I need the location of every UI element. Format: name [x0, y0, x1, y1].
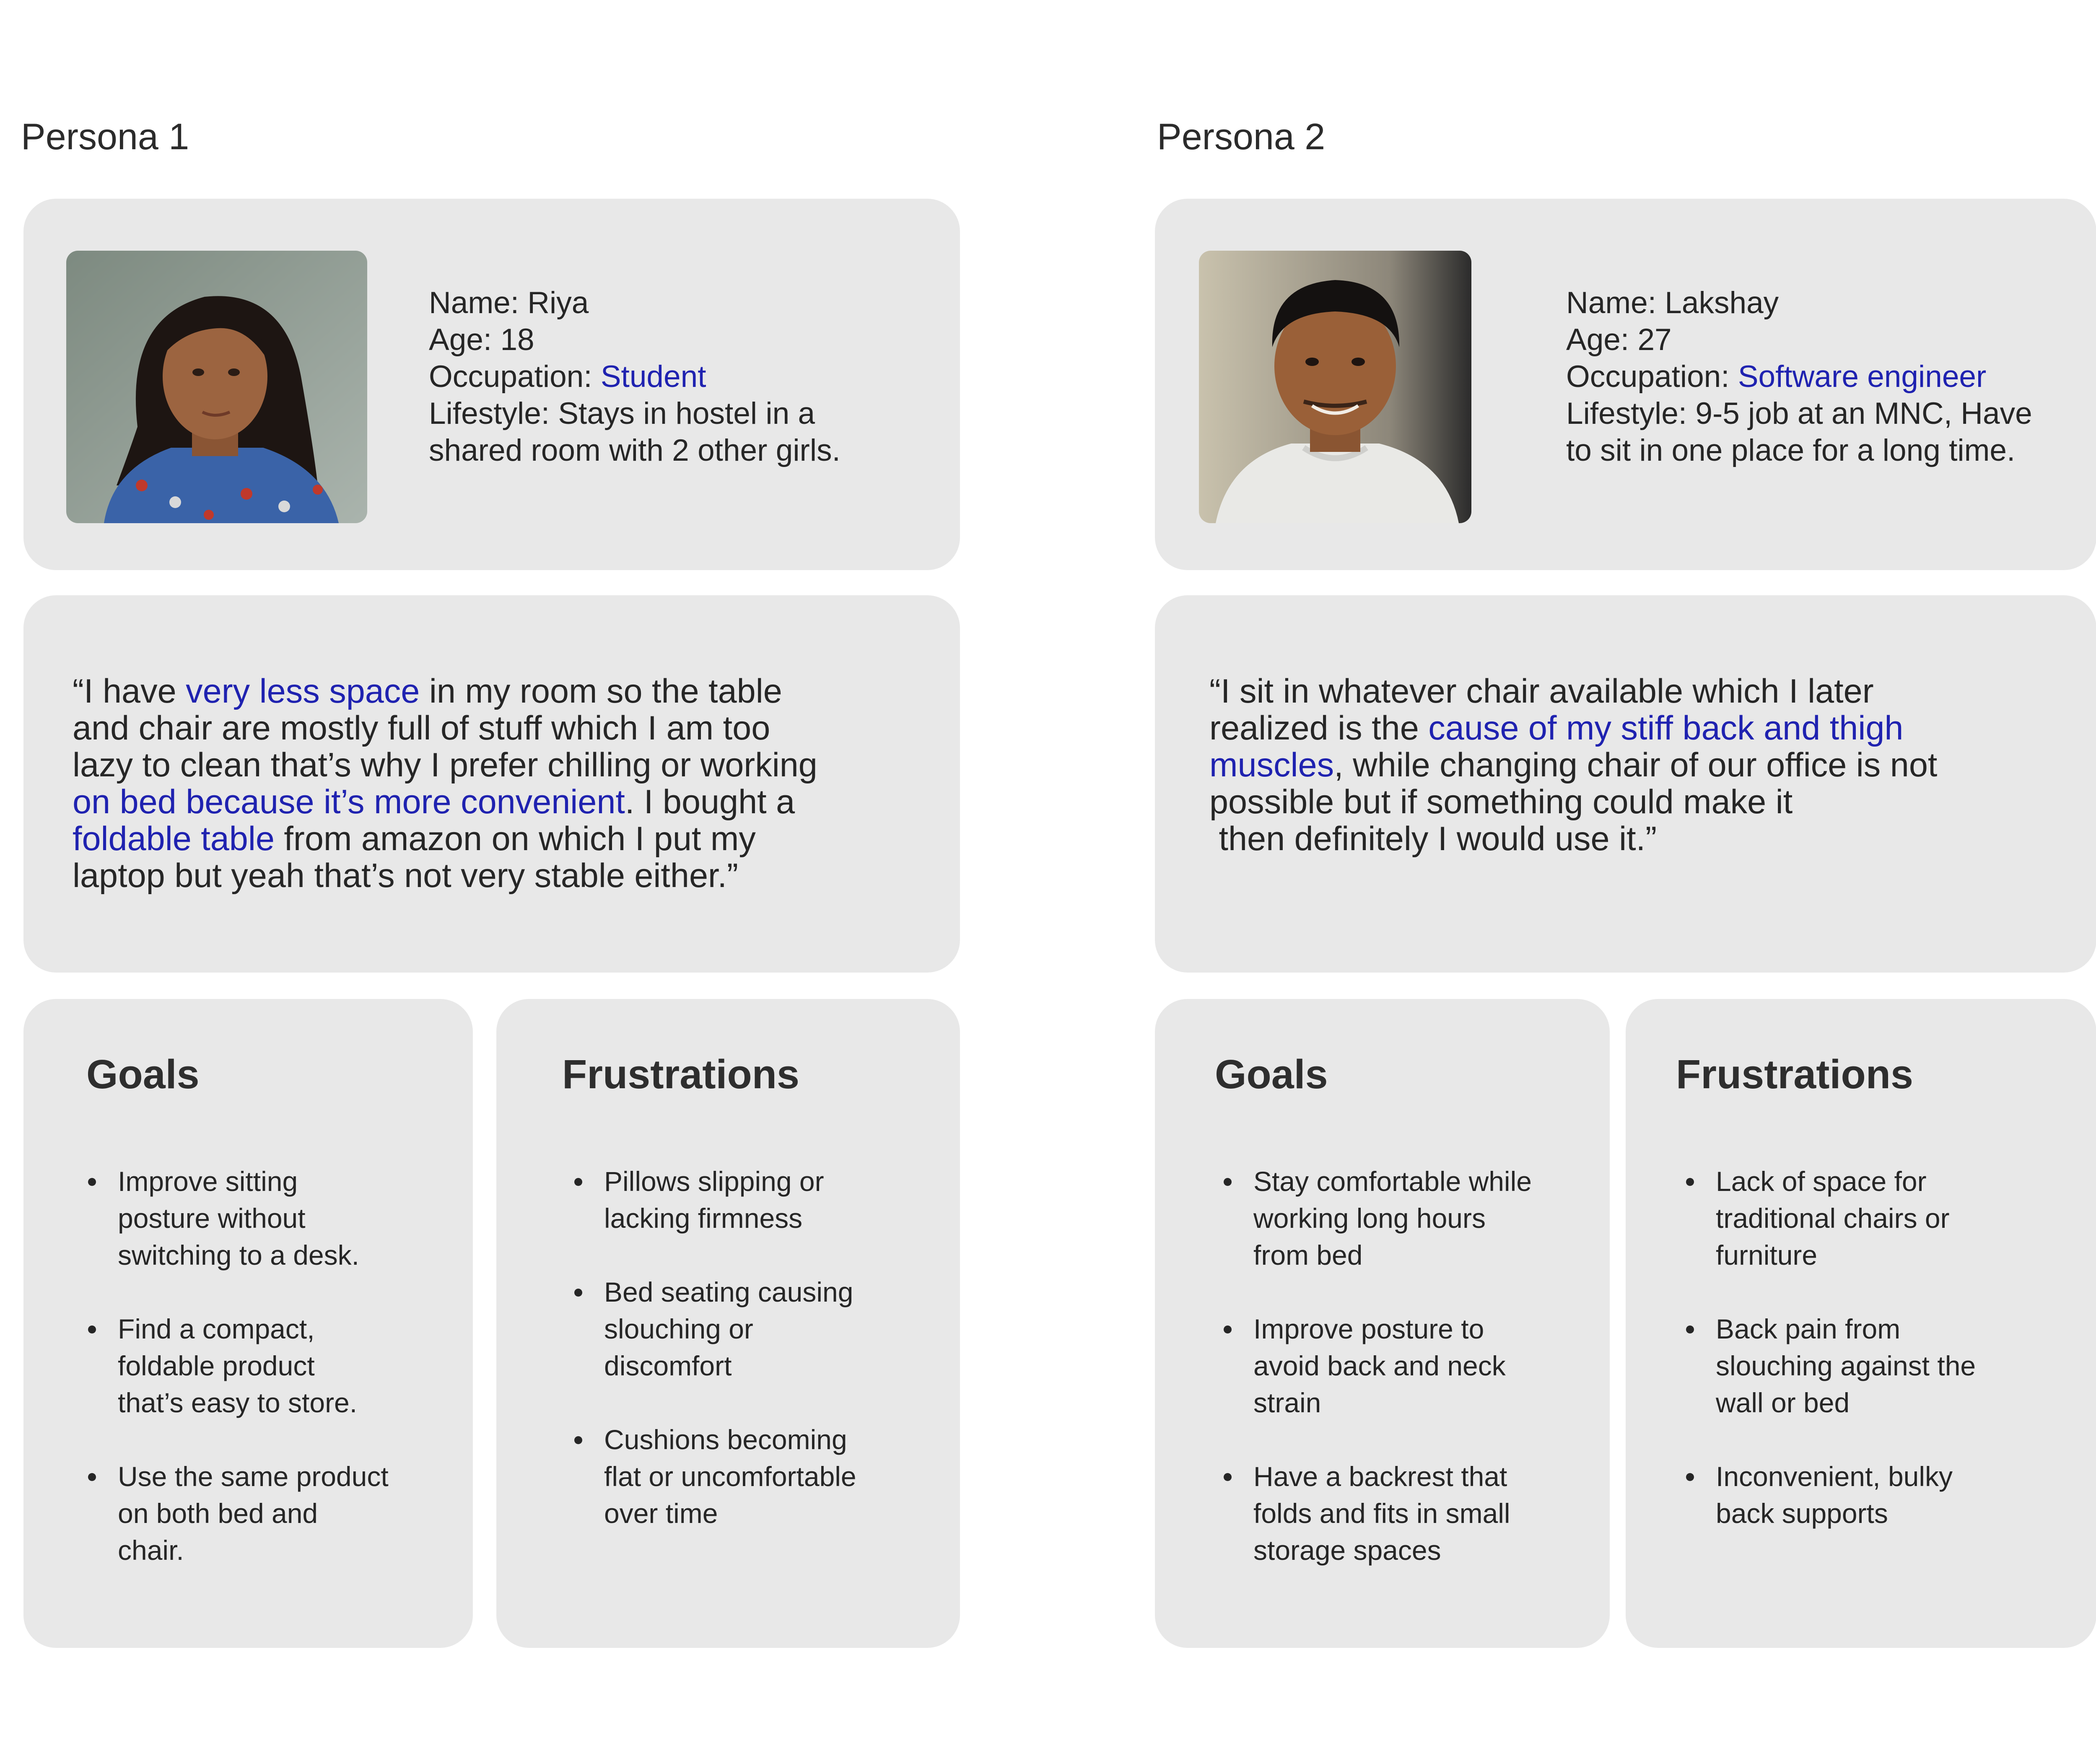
persona-2-frustrations-card — [1626, 999, 2096, 1648]
persona-1-photo — [66, 251, 367, 523]
persona-2-info — [1566, 285, 2032, 469]
quote-line: on bed because it’s more convenient. I bought a — [73, 783, 795, 821]
list-item: Stay comfortable while working long hours from bed — [1222, 1163, 1532, 1274]
persona-2-goals-title: Goals — [1215, 1051, 1328, 1097]
list-item: Inconvenient, bulky back supports — [1684, 1458, 1976, 1532]
persona-2-age: Age: 27 — [1566, 323, 1672, 357]
quote-line: muscles, while changing chair of our office is not — [1209, 746, 1938, 784]
list-item: Back pain from slouching against the wall or bed — [1684, 1310, 1976, 1421]
persona-2-quote — [1209, 673, 1937, 857]
persona-1-goals-title: Goals — [86, 1051, 200, 1097]
persona-1-frustrations-card — [496, 999, 960, 1648]
persona-1-goals-card — [23, 999, 473, 1648]
persona-2-quote-card — [1155, 595, 2096, 973]
persona-2-occupation-value: Software engineer — [1738, 360, 1987, 394]
persona-2-portrait-image — [1199, 251, 1471, 523]
persona-2-occupation: Occupation: Software engineer — [1566, 360, 1987, 394]
persona-2-name: Name: Lakshay — [1566, 286, 1779, 320]
persona-2-photo — [1199, 251, 1471, 523]
persona-2-lifestyle-line: Lifestyle: 9-5 job at an MNC, Have — [1566, 397, 2032, 431]
persona-1-portrait-image — [66, 251, 367, 523]
persona-2-frustrations-title: Frustrations — [1676, 1051, 1913, 1097]
persona-2-goals-card — [1155, 999, 1610, 1648]
persona-1-profile-card — [23, 199, 960, 570]
quote-line: then definitely I would use it.” — [1209, 820, 1657, 858]
list-item: Bed seating causing slouching or discomfort — [573, 1274, 856, 1384]
quote-line: realized is the cause of my stiff back and thigh — [1209, 709, 1904, 747]
quote-line: lazy to clean that’s why I prefer chilling or working — [73, 746, 817, 784]
list-item: Improve sitting posture without switching to a desk. — [86, 1163, 389, 1274]
persona-1-age: Age: 18 — [429, 323, 534, 357]
quote-line: and chair are mostly full of stuff which I am too — [73, 709, 770, 747]
persona-2-profile-card — [1155, 199, 2096, 570]
persona-1-name: Name: Riya — [429, 286, 589, 320]
list-item: Lack of space for traditional chairs or furniture — [1684, 1163, 1976, 1274]
list-item: Pillows slipping or lacking firmness — [573, 1163, 856, 1237]
persona-2-lifestyle-line: to sit in one place for a long time. — [1566, 433, 2016, 467]
persona-1-lifestyle-line: Lifestyle: Stays in hostel in a — [429, 397, 815, 431]
persona-2-heading: Persona 2 — [1157, 116, 1326, 157]
quote-line: laptop but yeah that’s not very stable either.” — [73, 857, 739, 895]
list-item: Cushions becoming flat or uncomfortable over time — [573, 1421, 856, 1532]
quote-line: possible but if something could make it — [1209, 783, 1793, 821]
quote-line: “I sit in whatever chair available which I later — [1209, 672, 1874, 710]
persona-2-goals-list — [1222, 1163, 1532, 1606]
persona-1-quote-card — [23, 595, 960, 973]
persona-1-frustrations-list — [573, 1163, 856, 1569]
list-item: Find a compact, foldable product that’s easy to store. — [86, 1310, 389, 1421]
persona-1-occupation-value: Student — [600, 360, 706, 394]
persona-1-occupation: Occupation: Student — [429, 360, 706, 394]
persona-1-quote — [73, 673, 817, 894]
persona-1-goals-list — [86, 1163, 389, 1606]
list-item: Use the same product on both bed and chair. — [86, 1458, 389, 1569]
list-item: Improve posture to avoid back and neck strain — [1222, 1310, 1532, 1421]
persona-2-frustrations-list — [1684, 1163, 1976, 1569]
persona-1-info — [429, 285, 840, 469]
list-item: Have a backrest that folds and fits in small storage spaces — [1222, 1458, 1532, 1569]
quote-line: “I have very less space in my room so the table — [73, 672, 782, 710]
quote-line: foldable table from amazon on which I put my — [73, 820, 756, 858]
persona-1-lifestyle-line: shared room with 2 other girls. — [429, 433, 840, 467]
persona-1-heading: Persona 1 — [21, 116, 189, 157]
persona-1-frustrations-title: Frustrations — [562, 1051, 799, 1097]
